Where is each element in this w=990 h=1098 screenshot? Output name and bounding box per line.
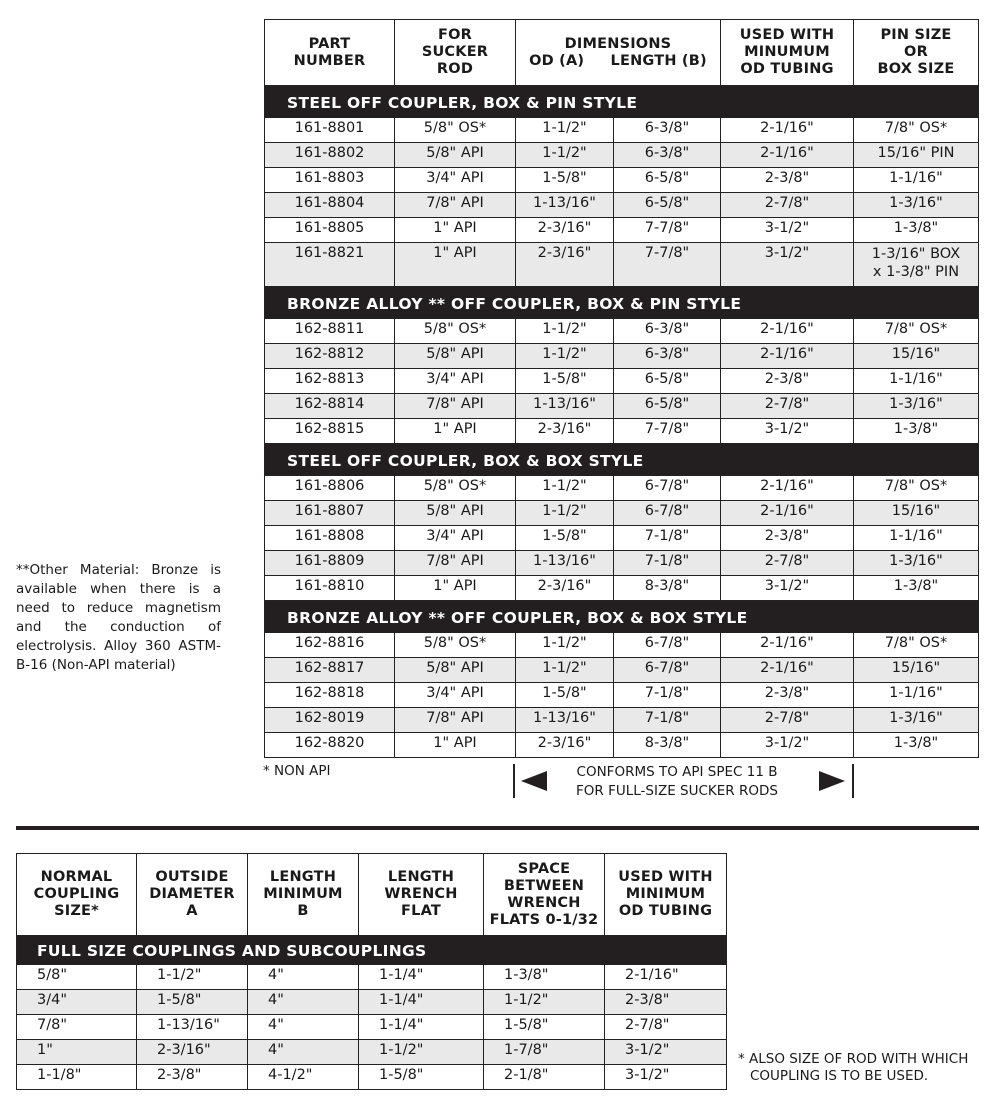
table-row — [265, 319, 979, 344]
sucker-rod-coupler-table — [264, 19, 979, 758]
table-cell: 3-1/2" — [721, 243, 854, 287]
table-cell: 3/4" API — [395, 526, 516, 551]
table-cell: 5/8" API — [395, 501, 516, 526]
table-cell: 6-3/8" — [614, 319, 721, 344]
table-cell: 1-1/2" — [516, 118, 614, 143]
table-cell: 2-3/16" — [516, 733, 614, 758]
table-row — [265, 708, 979, 733]
table-cell: 1-13/16" — [516, 708, 614, 733]
table-cell: 2-1/16" — [721, 501, 854, 526]
table-cell: 3-1/2" — [721, 218, 854, 243]
table-cell: 6-3/8" — [614, 344, 721, 369]
table-cell: 7/8" OS* — [854, 633, 979, 658]
table-cell: 5/8" API — [395, 143, 516, 168]
table-cell: 3-1/2" — [721, 576, 854, 601]
conforms-right-tick — [852, 764, 854, 798]
table-cell: 1-1/2" — [359, 1040, 484, 1065]
table-cell: 1-1/2" — [516, 501, 614, 526]
section-header-row — [265, 86, 979, 118]
table-cell: 1" API — [395, 576, 516, 601]
table-cell: 1-1/2" — [516, 319, 614, 344]
section-title: FULL SIZE COUPLINGS AND SUBCOUPLINGS — [17, 936, 727, 965]
table-cell: 6-7/8" — [614, 501, 721, 526]
table-header-row — [17, 854, 727, 936]
section-header-row — [265, 287, 979, 319]
table-row — [265, 193, 979, 218]
header-dimensions-label: DIMENSIONS — [564, 35, 672, 52]
table-row — [265, 218, 979, 243]
conforms-left-tick — [513, 764, 515, 798]
table-cell: 1" API — [395, 243, 516, 287]
table-cell: 6-5/8" — [614, 394, 721, 419]
table-cell: 2-3/8" — [721, 526, 854, 551]
table-row — [265, 143, 979, 168]
table-cell: 15/16" PIN — [854, 143, 979, 168]
table-cell: 3/4" API — [395, 168, 516, 193]
section-title: BRONZE ALLOY ** OFF COUPLER, BOX & PIN STYLE — [265, 287, 979, 319]
table-row — [265, 369, 979, 394]
table-cell: 161-8807 — [265, 501, 395, 526]
table-row — [265, 633, 979, 658]
arrow-right-icon — [819, 771, 845, 791]
arrow-left-icon — [521, 771, 547, 791]
header-cell: OUTSIDE DIAMETER A — [137, 854, 248, 936]
table-cell: 1-3/16" — [854, 394, 979, 419]
table-row — [17, 965, 727, 990]
table-cell: 1-1/8" — [17, 1065, 137, 1090]
table-cell: 3/4" API — [395, 369, 516, 394]
table-row — [265, 658, 979, 683]
section-header-row — [265, 601, 979, 633]
table-cell: 7/8" API — [395, 193, 516, 218]
table-cell: 6-5/8" — [614, 369, 721, 394]
table-cell: 1-5/8" — [516, 526, 614, 551]
table-cell: 7-7/8" — [614, 243, 721, 287]
table-cell: 2-7/8" — [605, 1015, 727, 1040]
section-header-row — [265, 444, 979, 476]
table-row — [265, 394, 979, 419]
coupling-size-footnote — [738, 1051, 968, 1085]
table-cell: 2-3/8" — [721, 683, 854, 708]
table-cell: 1-3/8" — [854, 218, 979, 243]
header-used-with: USED WITH MINUMUM OD TUBING — [721, 20, 854, 86]
table-row — [265, 243, 979, 287]
table-cell: 2-3/16" — [516, 218, 614, 243]
table-cell: 6-5/8" — [614, 168, 721, 193]
table-cell: 2-1/16" — [605, 965, 727, 990]
header-cell: LENGTH MINIMUM B — [248, 854, 359, 936]
table-cell: 1-5/8" — [516, 683, 614, 708]
table-cell: 2-1/16" — [721, 344, 854, 369]
table-cell: 2-7/8" — [721, 193, 854, 218]
table-cell: 1-5/8" — [359, 1065, 484, 1090]
table-cell: 161-8809 — [265, 551, 395, 576]
table-cell: 7/8" — [17, 1015, 137, 1040]
table-cell: 1" API — [395, 733, 516, 758]
table-cell: 7/8" API — [395, 708, 516, 733]
table-cell: 1-1/2" — [137, 965, 248, 990]
table-cell: 1-5/8" — [516, 369, 614, 394]
table-cell: 2-1/16" — [721, 633, 854, 658]
header-sucker-rod: FOR SUCKER ROD — [395, 20, 516, 86]
table-cell: 5/8" OS* — [395, 633, 516, 658]
table-cell: 1-7/8" — [484, 1040, 605, 1065]
table-cell: 1-1/2" — [516, 143, 614, 168]
table-cell: 15/16" — [854, 344, 979, 369]
table-cell: 5/8" OS* — [395, 476, 516, 501]
table-cell: 5/8" API — [395, 344, 516, 369]
table-row — [265, 118, 979, 143]
full-size-couplings-table — [16, 853, 727, 1090]
table-cell: 161-8801 — [265, 118, 395, 143]
table-cell: 5/8" OS* — [395, 319, 516, 344]
header-od: OD (A) — [529, 52, 585, 69]
footnote-line-2: COUPLING IS TO BE USED. — [750, 1068, 929, 1084]
header-length: LENGTH (B) — [610, 52, 707, 69]
table-header-row — [265, 20, 979, 86]
bronze-material-note: **Other Material: Bronze is available when there is a need to reduce magnetism and the conduction of electrolysis. Alloy 360 ASTM-B-16 (Non-API material) — [16, 562, 221, 673]
table-cell: 162-8817 — [265, 658, 395, 683]
table-cell: 1-13/16" — [137, 1015, 248, 1040]
table-cell: 2-3/16" — [516, 243, 614, 287]
header-part-number: PART NUMBER — [265, 20, 395, 86]
table-cell: 1-1/16" — [854, 369, 979, 394]
table-cell: 161-8804 — [265, 193, 395, 218]
table-cell: 1-1/2" — [516, 658, 614, 683]
table-cell: 162-8812 — [265, 344, 395, 369]
table-cell: 7-7/8" — [614, 419, 721, 444]
table-cell: 2-1/16" — [721, 476, 854, 501]
table-cell: 1-5/8" — [516, 168, 614, 193]
table-cell: 6-7/8" — [614, 476, 721, 501]
header-pin-size: PIN SIZE OR BOX SIZE — [854, 20, 979, 86]
table-cell: 1-3/16" BOX x 1-3/8" PIN — [854, 243, 979, 287]
table-cell: 1-1/2" — [516, 476, 614, 501]
table-row — [265, 501, 979, 526]
table-cell: 1-13/16" — [516, 394, 614, 419]
table-cell: 161-8810 — [265, 576, 395, 601]
table-cell: 1-1/4" — [359, 965, 484, 990]
table-cell: 2-3/16" — [516, 419, 614, 444]
footnote-line-1: * ALSO SIZE OF ROD WITH WHICH — [738, 1051, 969, 1067]
api-conformance-note — [552, 763, 802, 801]
table-cell: 3-1/2" — [605, 1065, 727, 1090]
table-cell: 162-8818 — [265, 683, 395, 708]
table-cell: 7/8" OS* — [854, 118, 979, 143]
table-cell: 8-3/8" — [614, 733, 721, 758]
table-cell: 2-1/16" — [721, 118, 854, 143]
table-cell: 6-7/8" — [614, 633, 721, 658]
table-cell: 1" — [17, 1040, 137, 1065]
table-cell: 161-8803 — [265, 168, 395, 193]
table-cell: 3/4" API — [395, 683, 516, 708]
table-cell: 1-13/16" — [516, 551, 614, 576]
table-cell: 7/8" OS* — [854, 476, 979, 501]
table-cell: 2-3/8" — [137, 1065, 248, 1090]
conforms-line-2: FOR FULL-SIZE SUCKER RODS — [576, 783, 778, 799]
table-cell: 1-5/8" — [137, 990, 248, 1015]
table-cell: 3-1/2" — [721, 419, 854, 444]
table-cell: 1-1/16" — [854, 168, 979, 193]
table-cell: 161-8808 — [265, 526, 395, 551]
table-row — [265, 733, 979, 758]
table-row — [17, 1015, 727, 1040]
table-row — [17, 1040, 727, 1065]
table-cell: 1-1/2" — [516, 633, 614, 658]
table-cell: 1" API — [395, 218, 516, 243]
table-cell: 2-7/8" — [721, 708, 854, 733]
table-cell: 5/8" OS* — [395, 118, 516, 143]
table-cell: 7/8" OS* — [854, 319, 979, 344]
table-cell: 1-13/16" — [516, 193, 614, 218]
table-cell: 7-1/8" — [614, 551, 721, 576]
header-cell: NORMAL COUPLING SIZE* — [17, 854, 137, 936]
table-cell: 15/16" — [854, 658, 979, 683]
table-cell: 162-8815 — [265, 419, 395, 444]
table-cell: 1" API — [395, 419, 516, 444]
table-row — [265, 526, 979, 551]
table-row — [265, 576, 979, 601]
table-cell: 1-3/16" — [854, 551, 979, 576]
table-cell: 161-8805 — [265, 218, 395, 243]
conforms-line-1: CONFORMS TO API SPEC 11 B — [576, 764, 778, 780]
table-cell: 162-8811 — [265, 319, 395, 344]
table-cell: 4" — [248, 965, 359, 990]
table-cell: 161-8821 — [265, 243, 395, 287]
table-row — [265, 476, 979, 501]
table-row — [17, 990, 727, 1015]
table-cell: 7/8" API — [395, 551, 516, 576]
table-cell: 161-8802 — [265, 143, 395, 168]
table-cell: 15/16" — [854, 501, 979, 526]
table-cell: 162-8816 — [265, 633, 395, 658]
header-cell: LENGTH WRENCH FLAT — [359, 854, 484, 936]
section-header-row — [17, 936, 727, 965]
table-cell: 5/8" — [17, 965, 137, 990]
table-cell: 8-3/8" — [614, 576, 721, 601]
table-cell: 162-8019 — [265, 708, 395, 733]
table-cell: 162-8813 — [265, 369, 395, 394]
table-cell: 7-1/8" — [614, 708, 721, 733]
table-cell: 2-3/8" — [721, 369, 854, 394]
table-cell: 1-3/8" — [854, 419, 979, 444]
table-cell: 2-3/16" — [137, 1040, 248, 1065]
table-cell: 6-3/8" — [614, 143, 721, 168]
section-title: BRONZE ALLOY ** OFF COUPLER, BOX & BOX STYLE — [265, 601, 979, 633]
table-row — [265, 551, 979, 576]
table-cell: 1-1/16" — [854, 526, 979, 551]
header-cell: SPACE BETWEEN WRENCH FLATS 0-1/32 — [484, 854, 605, 936]
table-row — [265, 168, 979, 193]
table-cell: 4-1/2" — [248, 1065, 359, 1090]
table-cell: 4" — [248, 1015, 359, 1040]
table-cell: 4" — [248, 990, 359, 1015]
table-cell: 6-3/8" — [614, 118, 721, 143]
table-cell: 2-3/8" — [721, 168, 854, 193]
table-cell: 3-1/2" — [721, 733, 854, 758]
table-cell: 1-1/2" — [516, 344, 614, 369]
table-cell: 1-3/8" — [854, 576, 979, 601]
header-cell: USED WITH MINIMUM OD TUBING — [605, 854, 727, 936]
table-cell: 6-7/8" — [614, 658, 721, 683]
table-row — [265, 683, 979, 708]
table-cell: 2-1/16" — [721, 319, 854, 344]
table-row — [17, 1065, 727, 1090]
table-cell: 1-5/8" — [484, 1015, 605, 1040]
table-cell: 162-8820 — [265, 733, 395, 758]
table-cell: 2-1/8" — [484, 1065, 605, 1090]
table-cell: 1-3/16" — [854, 708, 979, 733]
table-cell: 1-3/16" — [854, 193, 979, 218]
table-cell: 7-1/8" — [614, 526, 721, 551]
table-cell: 7/8" API — [395, 394, 516, 419]
table-cell: 1-1/16" — [854, 683, 979, 708]
table-cell: 1-1/4" — [359, 990, 484, 1015]
table-cell: 2-3/16" — [516, 576, 614, 601]
table-cell: 2-3/8" — [605, 990, 727, 1015]
table-cell: 6-5/8" — [614, 193, 721, 218]
table-cell: 1-1/4" — [359, 1015, 484, 1040]
table-row — [265, 419, 979, 444]
non-api-footnote: * NON API — [263, 763, 331, 779]
table-cell: 3/4" — [17, 990, 137, 1015]
table-cell: 161-8806 — [265, 476, 395, 501]
table-cell: 4" — [248, 1040, 359, 1065]
table-cell: 5/8" API — [395, 658, 516, 683]
table-cell: 1-1/2" — [484, 990, 605, 1015]
section-divider — [16, 826, 979, 830]
table-row — [265, 344, 979, 369]
header-dimensions — [516, 20, 721, 86]
section-title: STEEL OFF COUPLER, BOX & PIN STYLE — [265, 86, 979, 118]
table-cell: 2-1/16" — [721, 143, 854, 168]
table-cell: 3-1/2" — [605, 1040, 727, 1065]
table-cell: 2-7/8" — [721, 551, 854, 576]
section-title: STEEL OFF COUPLER, BOX & BOX STYLE — [265, 444, 979, 476]
table-cell: 1-3/8" — [484, 965, 605, 990]
table-cell: 7-7/8" — [614, 218, 721, 243]
table-cell: 1-3/8" — [854, 733, 979, 758]
table-cell: 2-1/16" — [721, 658, 854, 683]
table-cell: 2-7/8" — [721, 394, 854, 419]
table-cell: 162-8814 — [265, 394, 395, 419]
table-cell: 7-1/8" — [614, 683, 721, 708]
